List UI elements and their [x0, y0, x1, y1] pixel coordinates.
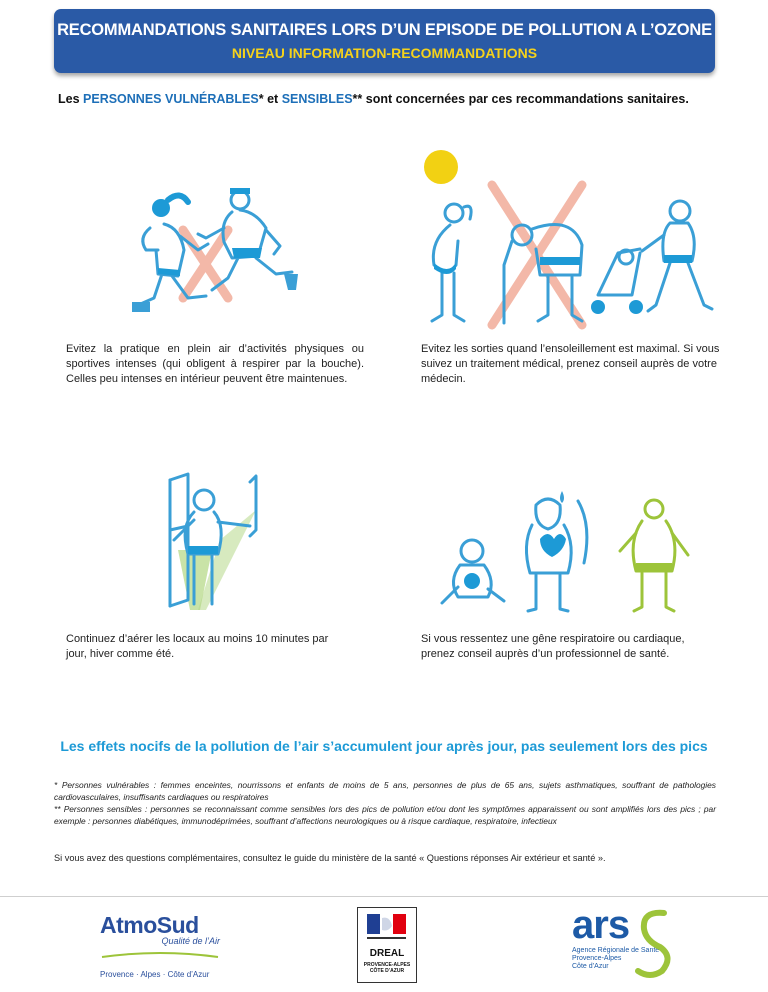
pregnant-woman-icon: [432, 204, 471, 321]
atmosud-name: AtmoSud: [100, 912, 199, 938]
footnote-sensitive: ** Personnes sensibles : personnes se reconnaissant comme sensibles lors des pics de pollution et/ou dont les symptômes apparaissent ou sont amplifiés lors des pics ; par exemple : personnes diabétiques, immunodéprimées, souffrant d’affections neurologiques ou à risque cardiaque, respiratoire, infectieux: [54, 804, 716, 826]
atmosud-tagline: Qualité de l’Air: [161, 936, 220, 946]
baby-icon: [442, 540, 504, 603]
dreal-region: [358, 962, 416, 974]
intro-mid: * et: [258, 92, 282, 106]
sensitive-label: SENSIBLES: [281, 92, 353, 106]
dreal-logo: [357, 907, 417, 983]
runners-illustration: [128, 178, 308, 318]
recommendation-1-text: Evitez la pratique en plein air d’activités physiques ou sportives intenses (qui obligent à respirer par la bouche). Celles peu intenses en intérieur peuvent être maintenues.: [66, 343, 364, 386]
sun-people-illustration: [412, 145, 732, 330]
heart-icon: [540, 534, 566, 557]
dreal-region-1: PROVENCE-ALPES: [363, 962, 411, 968]
header-banner: [54, 9, 715, 73]
atmosud-swoosh-icon: [100, 951, 220, 959]
intro-sentence: [58, 92, 689, 106]
atmosud-region: Provence · Alpes · Côte d’Azur: [100, 970, 210, 979]
intro-pre: Les: [58, 92, 84, 106]
effects-statement: Les effets nocifs de la pollution de l’air s’accumulent jour après jour, pas seulement lors des pics: [60, 738, 708, 754]
vulnerable-label: PERSONNES VULNÉRABLES: [83, 92, 259, 106]
dreal-region-2: CÔTE D’AZUR: [369, 968, 405, 974]
page-subtitle: NIVEAU INFORMATION-RECOMMANDATIONS: [231, 45, 538, 61]
heart-patient-icon: [526, 499, 586, 611]
health-people-illustration: [436, 485, 696, 615]
ars-name: ars: [572, 903, 630, 947]
recommendation-2-text: Evitez les sorties quand l’ensoleillement est maximal. Si vous suivez un traitement médical, prenez conseil auprès de votre médecin.: [421, 343, 720, 386]
ars-swoosh-icon: [634, 907, 674, 979]
recommendation-3-text: Continuez d’aérer les locaux au moins 10 minutes par jour, hiver comme été.: [66, 633, 329, 661]
green-person-icon: [620, 500, 688, 611]
footnote-vulnerable: * Personnes vulnérables : femmes enceintes, nourrissons et enfants de moins de 5 ans, personnes de plus de 65 ans, sujets asthmatiques, souffrant de pathologies cardiovasculaires, insuffisants cardiaques ou respiratoires: [54, 780, 716, 802]
dreal-name: DREAL: [369, 948, 405, 959]
drop-icon: [560, 491, 564, 503]
footer-divider: [0, 896, 768, 897]
marianne-flag-icon: [358, 908, 416, 946]
open-window-illustration: [160, 470, 270, 615]
ars-logo: [572, 903, 659, 971]
child-runner-icon: [136, 224, 208, 306]
page-title: RECOMMANDATIONS SANITAIRES LORS D’UN EPISODE DE POLLUTION A L’OZONE: [57, 21, 712, 39]
atmosud-logo: [100, 912, 220, 979]
parent-stroller-icon: [598, 201, 712, 311]
ars-region-2: Côte d’Azur: [572, 963, 609, 970]
intro-post: ** sont concernées par ces recommandations sanitaires.: [352, 92, 689, 106]
ars-agency-name: Agence Régionale de Santé: [572, 947, 660, 954]
sun-icon: [424, 150, 458, 184]
recommendation-4-text: Si vous ressentez une gêne respiratoire ou cardiaque, prenez conseil auprès d’un professionnel de santé.: [421, 633, 685, 661]
guide-note: Si vous avez des questions complémentaires, consultez le guide du ministère de la santé « Questions réponses Air extérieur et santé ».: [54, 853, 606, 863]
cross-icon: [183, 230, 228, 298]
ars-region-1: Provence-Alpes: [572, 955, 622, 962]
